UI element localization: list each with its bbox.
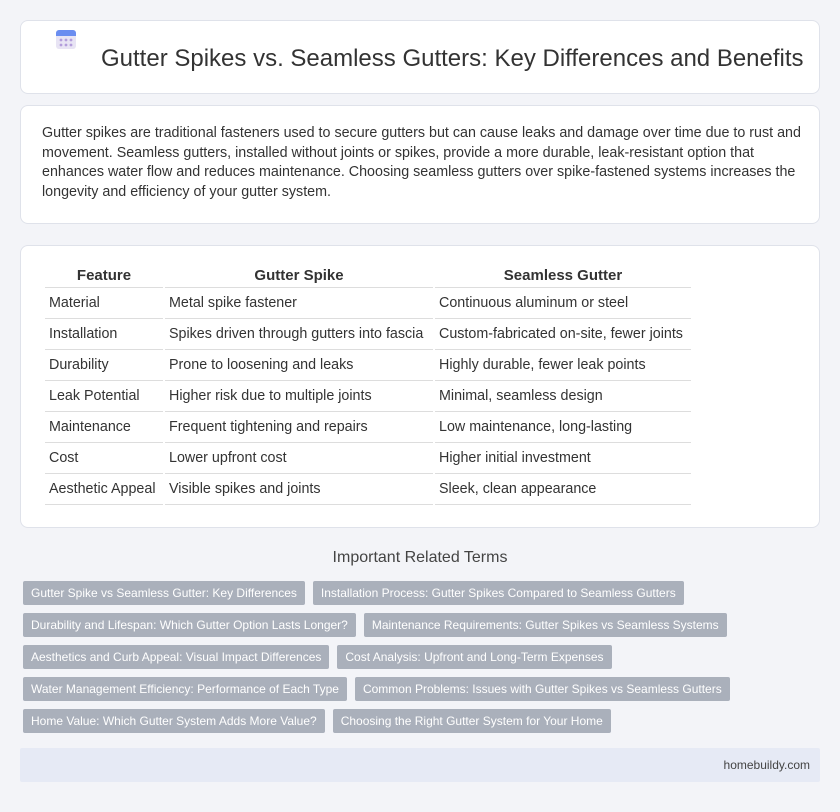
related-term-link[interactable]: Durability and Lifespan: Which Gutter Option Lasts Longer? bbox=[23, 613, 356, 637]
comparison-table bbox=[43, 266, 693, 505]
table-cell: Continuous aluminum or steel bbox=[435, 288, 691, 319]
table-cell: Higher initial investment bbox=[435, 443, 691, 474]
table-cell: Maintenance bbox=[45, 412, 163, 443]
related-term-link[interactable]: Cost Analysis: Upfront and Long-Term Expenses bbox=[337, 645, 611, 669]
related-term-link[interactable]: Gutter Spike vs Seamless Gutter: Key Differences bbox=[23, 581, 305, 605]
table-cell: Prone to loosening and leaks bbox=[165, 350, 433, 381]
table-row bbox=[45, 381, 691, 412]
table-header-row bbox=[45, 266, 691, 288]
related-terms-heading: Important Related Terms bbox=[332, 549, 508, 566]
table-row bbox=[45, 288, 691, 319]
tag-row bbox=[23, 677, 823, 701]
table-cell: Leak Potential bbox=[45, 381, 163, 412]
table-row bbox=[45, 474, 691, 505]
table-cell: Material bbox=[45, 288, 163, 319]
table-row bbox=[45, 319, 691, 350]
table-cell: Sleek, clean appearance bbox=[435, 474, 691, 505]
tag-row bbox=[23, 709, 823, 733]
tag-row bbox=[23, 645, 823, 669]
related-term-link[interactable]: Home Value: Which Gutter System Adds More Value? bbox=[23, 709, 325, 733]
title-card bbox=[20, 20, 820, 94]
table-cell: Lower upfront cost bbox=[165, 443, 433, 474]
table-cell: Low maintenance, long-lasting bbox=[435, 412, 691, 443]
table-cell: Spikes driven through gutters into fascia bbox=[165, 319, 433, 350]
intro-paragraph: Gutter spikes are traditional fasteners used to secure gutters but can cause leaks and damage over time due to rust and movement. Seamless gutters, installed without joints or spikes, provide a more durable, leak-resistant option that enhances water flow and reduces maintenance. Choosing seamless gutters over spike-fastened systems increases the longevity and efficiency of your gutter system. bbox=[42, 125, 801, 200]
header-gutter-spike: Gutter Spike bbox=[165, 266, 433, 288]
footer-site-link[interactable]: homebuildy.com bbox=[723, 758, 810, 772]
comparison-card bbox=[20, 245, 820, 528]
tag-row bbox=[23, 581, 823, 605]
related-term-link[interactable]: Aesthetics and Curb Appeal: Visual Impact Differences bbox=[23, 645, 329, 669]
related-term-link[interactable]: Water Management Efficiency: Performance of Each Type bbox=[23, 677, 347, 701]
table-row bbox=[45, 443, 691, 474]
tag-row bbox=[23, 613, 823, 637]
table-cell: Aesthetic Appeal bbox=[45, 474, 163, 505]
table-cell: Visible spikes and joints bbox=[165, 474, 433, 505]
table-cell: Minimal, seamless design bbox=[435, 381, 691, 412]
table-cell: Custom-fabricated on-site, fewer joints bbox=[435, 319, 691, 350]
table-cell: Highly durable, fewer leak points bbox=[435, 350, 691, 381]
calendar-icon bbox=[54, 27, 78, 51]
table-cell: Metal spike fastener bbox=[165, 288, 433, 319]
table-cell: Cost bbox=[45, 443, 163, 474]
footer bbox=[20, 748, 820, 782]
table-row bbox=[45, 412, 691, 443]
table-cell: Durability bbox=[45, 350, 163, 381]
related-term-link[interactable]: Installation Process: Gutter Spikes Compared to Seamless Gutters bbox=[313, 581, 684, 605]
related-term-link[interactable]: Common Problems: Issues with Gutter Spikes vs Seamless Gutters bbox=[355, 677, 730, 701]
header-seamless-gutter: Seamless Gutter bbox=[435, 266, 691, 288]
intro-card bbox=[20, 105, 820, 224]
table-row bbox=[45, 350, 691, 381]
page-title: Gutter Spikes vs. Seamless Gutters: Key Differences and Benefits bbox=[101, 45, 804, 72]
related-term-link[interactable]: Maintenance Requirements: Gutter Spikes vs Seamless Systems bbox=[364, 613, 727, 637]
table-cell: Installation bbox=[45, 319, 163, 350]
related-term-link[interactable]: Choosing the Right Gutter System for Your Home bbox=[333, 709, 611, 733]
header-feature: Feature bbox=[45, 266, 163, 288]
table-cell: Frequent tightening and repairs bbox=[165, 412, 433, 443]
related-terms-list bbox=[23, 581, 823, 741]
table-cell: Higher risk due to multiple joints bbox=[165, 381, 433, 412]
